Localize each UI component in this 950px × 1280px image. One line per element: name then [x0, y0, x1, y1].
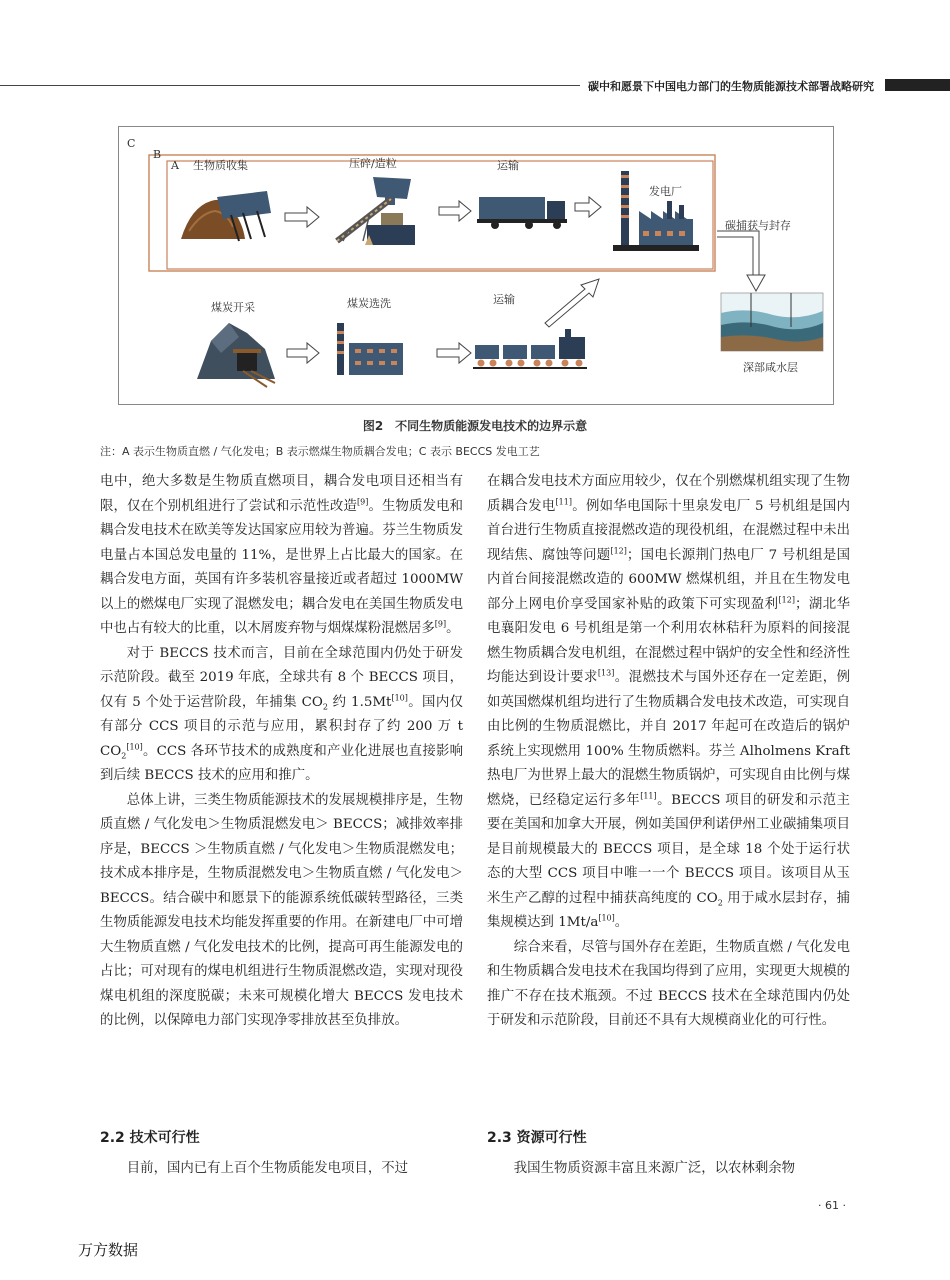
watermark: 万方数据	[78, 1241, 139, 1259]
running-header-title: 碳中和愿景下中国电力部门的生物质能源技术部署战略研究	[588, 80, 874, 93]
label-transport-2: 运输	[493, 293, 515, 306]
header-bar	[885, 79, 950, 91]
biomass-pile-icon	[181, 191, 271, 241]
arrow-icon	[287, 343, 319, 363]
label-crush: 压碎/造粒	[349, 157, 397, 170]
left-paragraph-2: 对于 BECCS 技术而言，目前在全球范围内仍处于研发示范阶段。截至 2019 年底，全球共有 8 个 BECCS 项目，仅有 5 个处于运营阶段，年捕集 $CO_2$ 约 1.5Mt[10]。国内仅有部分 CCS 项目的示范与应用，累积封存了约 200 万 t $CO_2[10]$。CCS 各环节技术的成熟度和产业化进展也直接影响到后续 BECCS 技术的应用和推广。	[100, 645, 464, 783]
right-column	[487, 470, 850, 1034]
label-b: B	[153, 148, 162, 161]
label-ccs: 碳捕获与封存	[725, 219, 791, 232]
train-icon	[473, 329, 587, 369]
header-rule	[0, 85, 580, 86]
coal-wash-icon	[337, 323, 403, 375]
label-coal-mining: 煤炭开采	[211, 301, 255, 314]
ccs-arrow-icon	[717, 231, 765, 291]
page-number: · 61 ·	[818, 1199, 846, 1212]
crusher-icon	[337, 177, 415, 245]
label-a: A	[171, 159, 179, 172]
left-column	[100, 470, 463, 1034]
boundary-diagram	[119, 127, 835, 406]
section-heading-2-3: 2.3 资源可行性	[487, 1130, 587, 1146]
arrow-icon	[437, 343, 471, 363]
label-c: C	[127, 137, 136, 150]
figure-note: 注：A 表示生物质直燃 / 气化发电；B 表示燃煤生物质耦合发电；C 表示 BECCS 发电工艺	[100, 445, 540, 458]
label-saline: 深部咸水层	[743, 361, 798, 374]
figure-caption: 图2 不同生物质能源发电技术的边界示意	[362, 419, 588, 433]
arrow-icon	[285, 207, 319, 227]
label-biomass-collect: 生物质收集	[193, 159, 248, 172]
section-2-2-text: 目前，国内已有上百个生物质能发电项目，不过	[126, 1161, 408, 1176]
power-plant-icon	[613, 171, 699, 251]
coal-mine-icon	[197, 323, 275, 387]
diagonal-arrow-icon	[545, 279, 599, 327]
figure-2	[118, 126, 834, 405]
arrow-icon	[439, 201, 471, 221]
truck-icon	[477, 197, 567, 229]
label-transport-1: 运输	[497, 159, 519, 172]
section-2-3-text: 我国生物质资源丰富且来源广泛，以农林剩余物	[513, 1161, 795, 1176]
saline-aquifer-icon	[721, 293, 823, 351]
arrow-icon	[575, 197, 601, 217]
right-paragraph-1: 在耦合发电技术方面应用较少，仅在个别燃煤机组实现了生物质耦合发电[11]。例如华电国际十里泉发电厂 5 号机组是国内首台进行生物质直接混燃改造的现役机组，在混燃过程中未出现结焦、腐蚀等问题[12]；国电长源荆门热电厂 7 号机组是国内首台间接混燃改造的 600MW 燃煤机组，并且在生物发电部分上网电价享受国家补贴的政策下可实现盈利[12]；湖北华电襄阳发电 6 号机组是第一个利用农林秸秆为原料的间接混燃生物质耦合发电机组，在混燃过程中锅炉的安全性和经济性均能达到设计要求[13]。混燃技术与国外还存在一定差距，例如英国燃煤机组均进行了生物质耦合发电技术改造，可实现自由比例的生物质混燃比，并自 2017 年起可在改造后的锅炉系统上实现燃用 100% 生物质燃料。芬兰 Alholmens Kraft 热电厂为世界上最大的混燃生物质锅炉，可实现自由比例与煤燃烧，已经稳定运行多年[11]。BECCS 项目的研发和示范主要在美国和加拿大开展，例如美国伊利诺伊州工业碳捕集项目是目前规模最大的 BECCS 项目，是全球 18 个处于运行状态的大型 CCS 项目中唯一一个 BECCS 项目。该项目从玉米生产乙醇的过程中捕获高纯度的 $CO_2$ 用于咸水层封存，捕集规模达到 1Mt/a[10]。	[487, 474, 851, 930]
right-paragraph-2: 综合来看，尽管与国外存在差距，生物质直燃 / 气化发电和生物质耦合发电技术在我国均得到了应用，实现更大规模的推广不存在技术瓶颈。不过 BECCS 技术在全球范围内仍处于研发和示范阶段，目前还不具有大规模商业化的可行性。	[487, 939, 850, 1028]
left-paragraph-1: 电中，绝大多数是生物质直燃项目，耦合发电项目还相当有限，仅在个别机组进行了尝试和示范性改造[9]。生物质发电和耦合发电技术在欧美等发达国家应用较为普遍。芬兰生物质发电量占本国总发电量的 11%，是世界上占比最大的国家。在耦合发电方面，英国有许多装机容量接近或者超过 1000MW 以上的燃煤电厂实现了混燃发电；耦合发电在美国生物质发电中也占有较大的比重，以木屑废弃物与烟煤煤粉混燃居多[9]。	[100, 474, 464, 636]
label-power-plant: 发电厂	[649, 185, 682, 198]
section-heading-2-2: 2.2 技术可行性	[100, 1130, 200, 1146]
label-coal-wash: 煤炭选洗	[347, 297, 391, 310]
left-paragraph-3: 总体上讲，三类生物质能源技术的发展规模排序是，生物质直燃 / 气化发电＞生物质混燃发电＞ BECCS；减排效率排序是，BECCS ＞生物质直燃 / 气化发电＞生物质混燃发电；技术成本排序是，生物质混燃发电＞生物质直燃 / 气化发电＞ BECCS。结合碳中和愿景下的能源系统低碳转型路径，三类生物质能源发电技术均能发挥重要的作用。在新建电厂中可增大生物质直燃 / 气化发电技术的比例，提高可再生能源发电的占比；可对现有的煤电机组进行生物质混燃改造，实现对现役煤电机组的深度脱碳；未来可规模化增大 BECCS 发电技术的比例，以保障电力部门实现净零排放甚至负排放。	[100, 792, 463, 1028]
